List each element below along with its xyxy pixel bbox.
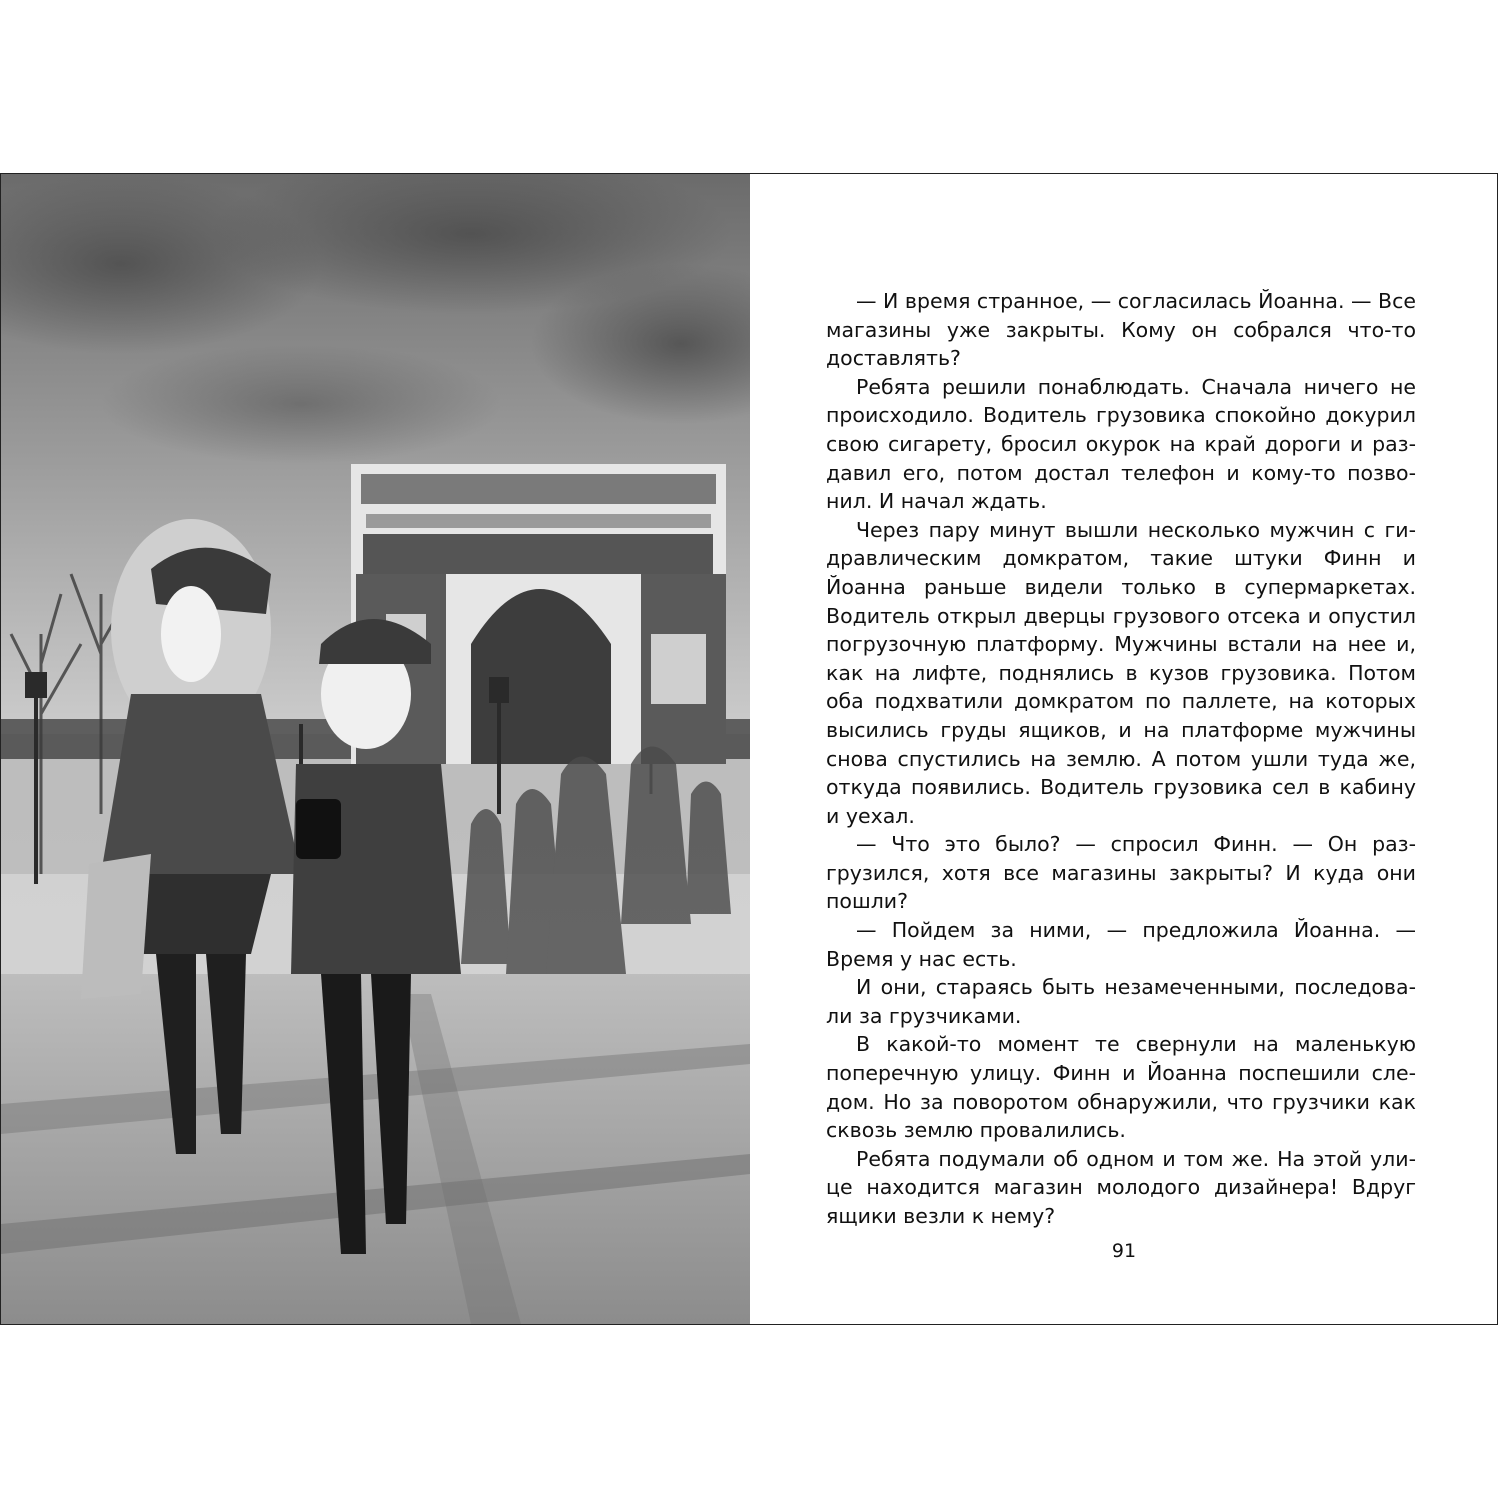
paragraph: — Пойдем за ними, — предложила Йоанна. — Время у нас есть.	[826, 918, 1416, 971]
paragraph: И они, стараясь быть незамеченными, последовали за грузчиками.	[826, 975, 1416, 1028]
paragraph: Ребята подумали об одном и том же. На этой улице находится магазин молодого дизайнера! Вдруг ящики везли к нему?	[826, 1146, 1416, 1228]
paragraph: — Что это было? — спросил Финн. — Он разгрузился, хотя все магазины закрыты? И куда они пошли?	[826, 832, 1416, 914]
illustration-page	[1, 174, 750, 1324]
page-number: 91	[1111, 1240, 1137, 1262]
paragraph: Через пару минут вышли несколько мужчин с гидравлическим домкратом, такие штуки Финн и Йоанна раньше видели только в супермаркетах. Водитель открыл дверцы грузового отсека и опустил погрузочную платформу. Мужчины встали на нее и, как на лифте, поднялись в кузов грузовика. Потом оба подхватили домкратом по паллете, на которых высились груды ящиков, и на платформе мужчины снова спустились на землю. А потом ушли туда же, откуда появились. Водитель грузовика сел в кабину и уехал.	[826, 517, 1416, 828]
watercolor-illustration-arc-de-triomphe	[1, 174, 750, 1324]
book-spread	[0, 173, 1498, 1325]
body-text	[826, 287, 1416, 1231]
arc-de-triomphe	[351, 464, 726, 764]
paragraph: — И время странное, — согласилась Йоанна. — Все магазины уже закрыты. Кому он собрался что-то доставлять?	[826, 289, 1416, 371]
text-page	[751, 174, 1497, 1324]
paragraph: В какой-то момент те свернули на маленькую поперечную улицу. Финн и Йоанна поспешили следом. Но за поворотом обнаружили, что грузчики как сквозь землю провалились.	[826, 1032, 1416, 1143]
paragraph: Ребята решили понаблюдать. Сначала ничего не происходило. Водитель грузовика спокойно докурил свою сигарету, бросил окурок на край дороги и раздавил его, потом достал телефон и кому-то позвонил. И начал ждать.	[826, 374, 1416, 514]
